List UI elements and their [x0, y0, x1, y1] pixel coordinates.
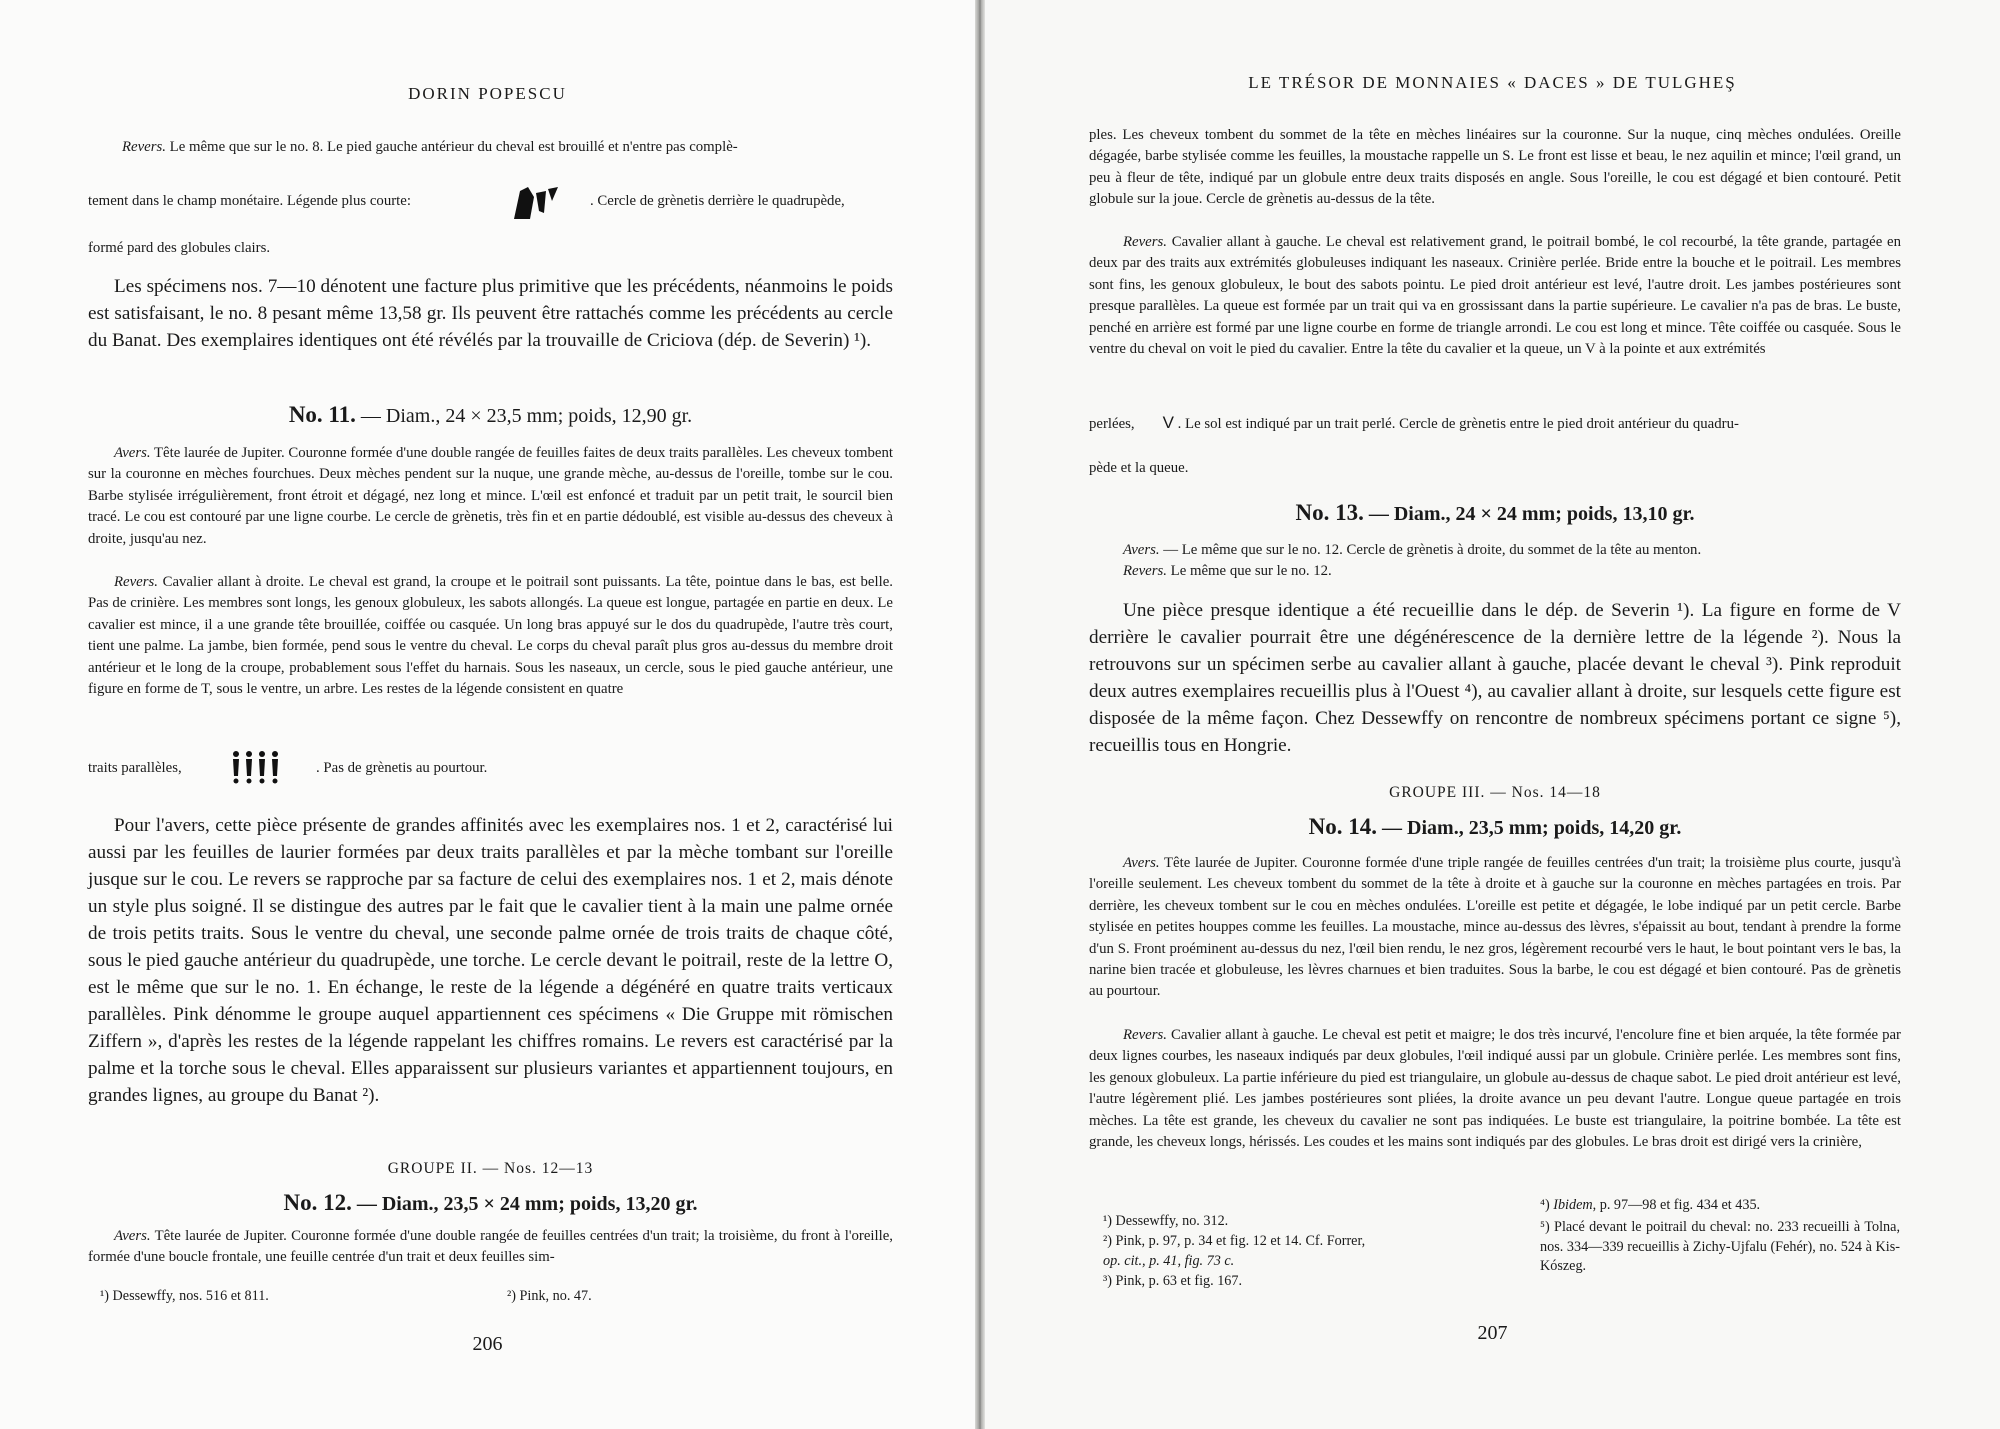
revers12-line-c: pède et la queue.	[1089, 460, 1189, 476]
avers-12-continued: ples. Les cheveux tombent du sommet de la tête en mèches linéaires sur la couronne. Sur la nuque, cinq mèches ondulées. Oreille dégagée, barbe stylisée comme les feuilles, la moustache rappelle un S. Le front est lisse et beau, le nez aquilin et mince; l'œil grand, un peu à fleur de tête, indiqué par un globule entre deux traits disposés en angle. Sous l'oreille, le cou est dégagé et bien contouré. Petit globule sur la joue. Cercle de grènetis au-dessus de la tête.	[1089, 127, 1901, 208]
revers-11: Revers. Cavalier allant à droite. Le cheval est grand, la croupe et le poitrail sont puissants. La tête, pointue dans le bas, est belle. Pas de crinière. Les membres sont longs, les genoux globuleux, les sabots allongés. La queue est longue, partagée en partie en deux. Le cavalier est mince, il a une grande tête brouillée, coiffée ou casquée. Un long bras appuyé sur le dos du quadrupède, l'autre très court, tient une palme. La jambe, bien formée, pend sous le ventre du cheval. Le corps du cheval paraît plus gros au-dessus du membre droit antérieur et le long de la croupe, probablement sous l'effet du harnais. Sous les naseaux, un cercle, sous le pied gauche antérieur, une figure en forme de T, sous le ventre, un arbre. Les restes de la légende consistent en quatre	[88, 574, 893, 698]
footnote-4-right: ⁴) Ibidem, p. 97—98 et fig. 434 et 435.	[1540, 1197, 1761, 1213]
revers11-line-a: traits parallèles,	[88, 760, 182, 776]
revers12-line-a: perlées, V . Le sol est indiqué par un trait perlé. Cercle de grènetis entre le pied droit antérieur du quadru-	[1089, 413, 1739, 432]
page-number-right: 207	[1477, 1322, 1508, 1344]
footnote-3-right: ³) Pink, p. 63 et fig. 167.	[1103, 1273, 1243, 1289]
footnote-5-right: ⁵) Placé devant le poitrail du cheval: no. 233 recueilli à Tolna, nos. 334—339 recueillis à Zichy-Ujfalu (Fehér), no. 524 à Kis-Kószeg.	[1540, 1219, 1900, 1274]
revers8-line1: Revers. Le même que sur le no. 8. Le pied gauche antérieur du cheval est brouillé et n'entre pas complè-	[122, 139, 738, 155]
revers8-line2b: . Cercle de grènetis derrière le quadrupède,	[590, 193, 845, 209]
running-header-left: DORIN POPESCU	[408, 84, 567, 103]
footnote-2-right-cont: op. cit., p. 41, fig. 73 c.	[1103, 1253, 1235, 1269]
group-heading-iii: GROUPE III. — Nos. 14—18	[1389, 784, 1601, 801]
footnote-1-left: ¹) Dessewffy, nos. 516 et 811.	[100, 1288, 269, 1304]
revers8-line2a: tement dans le champ monétaire. Légende plus courte:	[88, 193, 411, 209]
page-number-left: 206	[472, 1333, 503, 1355]
revers-14: Revers. Cavalier allant à gauche. Le cheval est petit et maigre; le dos très incurvé, l'encolure fine et bien arquée, la tête formée par deux lignes courbes, les naseaux indiqués par deux globules, l'œil indiqué aussi par un globule. Crinière perlée. Les membres sont fins, les genoux globuleux. La partie inférieure du pied est triangulaire, un globule au-dessus de chaque sabot. Le pied droit antérieur est levé, l'autre légèrement plié. Les jambes postérieures sont pliées, la droite avance un peu devant l'autre. Longue queue partagée en trois mèches. La tête est grande, les cheveux du cavalier ne sont pas indiquées. Le buste est triangulaire, la poitrine bombée. La tête est grande, les cheveux longs, hérissés. Les coudes et les mains sont indiqués par des globules. Le bras droit est dirigé vers la crinière,	[1089, 1027, 1901, 1151]
legend-glyph-1	[508, 183, 562, 223]
entry-heading-no11: No. 11. — Diam., 24 × 23,5 mm; poids, 12,90 gr.	[288, 402, 693, 427]
revers-label: Revers.	[122, 139, 166, 155]
entry-heading-no13: No. 13. — Diam., 24 × 24 mm; poids, 13,10 gr.	[1295, 500, 1695, 525]
entry-heading-no14: No. 14. — Diam., 23,5 mm; poids, 14,20 gr.	[1308, 814, 1682, 839]
entry-heading-no12: No. 12. — Diam., 23,5 × 24 mm; poids, 13,20 gr.	[283, 1190, 698, 1215]
legend-glyph-four-strokes	[228, 748, 284, 788]
group-heading-ii: GROUPE II. — Nos. 12—13	[387, 1160, 594, 1177]
left-page	[0, 0, 975, 1429]
avers-11: Avers. Tête laurée de Jupiter. Couronne formée d'une double rangée de feuilles faites de deux traits parallèles. Les cheveux tombent sur la couronne en mèches fourchues. Deux mèches pendent sur la nuque, une grande mèche, au-dessus de l'oreille, tombe sur le cou. Barbe stylisée irrégulièrement, front étroit et dégagé, nez long et mince. L'œil est enfoncé et traduit par un petit trait, le sourcil bien tracé. Le cou est contouré par une ligne courbe. Le cercle de grènetis, très fin et en partie dédoublé, est visible au-dessus des cheveux à droite, jusqu'au nez.	[88, 445, 893, 547]
revers8-line3: formé pard des globules clairs.	[88, 240, 271, 256]
revers-13: Revers. Le même que sur le no. 12.	[1123, 563, 1332, 579]
footnote-2-right: ²) Pink, p. 97, p. 34 et fig. 12 et 14. Cf. Forrer,	[1103, 1233, 1366, 1249]
footnote-2-left: ²) Pink, no. 47.	[507, 1288, 592, 1304]
running-header-right: LE TRÉSOR DE MONNAIES « DACES » DE TULGHEŞ	[1248, 73, 1737, 92]
paragraph-2: Pour l'avers, cette pièce présente de grandes affinités avec les exemplaires nos. 1 et 2, caractérisé lui aussi par les feuilles de laurier formées par deux traits parallèles et par la mèche tombant sur l'oreille jusque sur le cou. Le revers se rapproche par sa facture de celui des exemplaires nos. 1 et 2, mais dénote un style plus soigné. Il se distingue des autres par le fait que le cavalier tient à la main une palme ornée de trois petits traits. Sous le ventre du cheval, une seconde palme ornée de trois traits de chaque côté, sous le pied gauche antérieur du quadrupède, une torche. Le cercle devant le poitrail, reste de la lettre O, est le même que sur le no. 1. En échange, le reste de la légende a dégénéré en quatre traits verticaux parallèles. Pink dénomme le groupe auquel appartiennent ces spécimens « Die Gruppe mit römischen Ziffern », d'après les restes de la légende rappelant les chiffres romains. Le revers est caractérisé par la palme et la torche sous le cheval. Elles apparaissent sur plusieurs variantes et appartiennent toujours, en grandes lignes, au groupe du Banat ²).	[88, 815, 893, 1106]
footnote-1-right: ¹) Dessewffy, no. 312.	[1103, 1213, 1229, 1229]
avers-14: Avers. Tête laurée de Jupiter. Couronne formée d'une triple rangée de feuilles centrées d'un trait; la troisième plus courte, jusqu'à l'oreille seulement. Les cheveux tombent du sommet de la tête à droite et à gauche sur la couronne en mèches partagées en trois. Par derrière, les cheveux tombent sur le cou en mèches ondulées. L'oreille est petite et dégagée, le lobe indiqué par un petit cercle. Barbe stylisée en petites houppes comme les feuilles. La moustache, mince au-dessus des lèvres, s'épaissit au bout, tendant à prendre la forme d'un S. Front proéminent au-dessus du nez, l'œil bien rendu, le nez gros, légèrement recourbé vers le haut, le bout pointant vers le bas, la narine bien tracée et globuleuse, les lèvres charnues et bien traduites. Sous la barbe, le cou est dégagé et bien contouré. Pas de grènetis au pourtour.	[1089, 855, 1901, 1000]
paragraph-3: Une pièce presque identique a été recueillie dans le dép. de Severin ¹). La figure en forme de V derrière le cavalier pourrait être une dégénérescence de la dernière lettre de la légende ²). Nous la retrouvons sur un spécimen serbe au cavalier allant à gauche, placée devant le cheval ³). Pink reproduit deux autres exemplaires recueillis plus à l'Ouest ⁴), au cavalier allant à droite, sur lesquels cette figure est disposée de la même façon. Chez Dessewffy on rencontre de nombreux spécimens portant ce signe ⁵), recueillis tous en Hongrie.	[1089, 600, 1901, 756]
v-glyph: V	[1162, 413, 1174, 432]
avers-13: Avers. — Le même que sur le no. 12. Cercle de grènetis à droite, du sommet de la tête au menton.	[1123, 542, 1702, 558]
right-page	[985, 0, 2000, 1429]
paragraph-1: Les spécimens nos. 7—10 dénotent une facture plus primitive que les précédents, néanmoins le poids est satisfaisant, le no. 8 pesant même 13,58 gr. Ils peuvent être rattachés comme les précédents au cercle du Banat. Des exemplaires identiques ont été révélés par la trouvaille de Criciova (dép. de Severin) ¹).	[88, 276, 893, 351]
book-gutter	[975, 0, 985, 1429]
revers11-line-b: . Pas de grènetis au pourtour.	[316, 760, 488, 776]
avers-12: Avers. Tête laurée de Jupiter. Couronne formée d'une double rangée de feuilles centrées d'un trait; la troisième, du front à l'oreille, formée d'une boucle frontale, une feuille centrée d'un trait et deux feuilles sim-	[88, 1228, 893, 1266]
revers-12: Revers. Cavalier allant à gauche. Le cheval est relativement grand, le poitrail bombé, le col recourbé, la tête grande, partagée en deux par des traits aux extrémités globuleuses indiquant les naseaux. Crinière perlée. Bride entre la bouche et le poitrail. Les membres sont fins, les genoux globuleux, le bout des sabots pointu. Le pied droit antérieur est levé, l'autre droit. Les jambes postérieures sont presque parallèles. La queue est formée par un trait qui va en grossissant dans la partie supérieure. Le cavalier n'a pas de bras. Le buste, penché en arrière est formé par une ligne courbe en forme de triangle arrondi. Le cou est long et mince. Tête coiffée ou casquée. Sous le ventre du cheval on voit le pied du cavalier. Entre la tête du cavalier et la queue, un V à la pointe et aux extrémités	[1089, 234, 1901, 358]
